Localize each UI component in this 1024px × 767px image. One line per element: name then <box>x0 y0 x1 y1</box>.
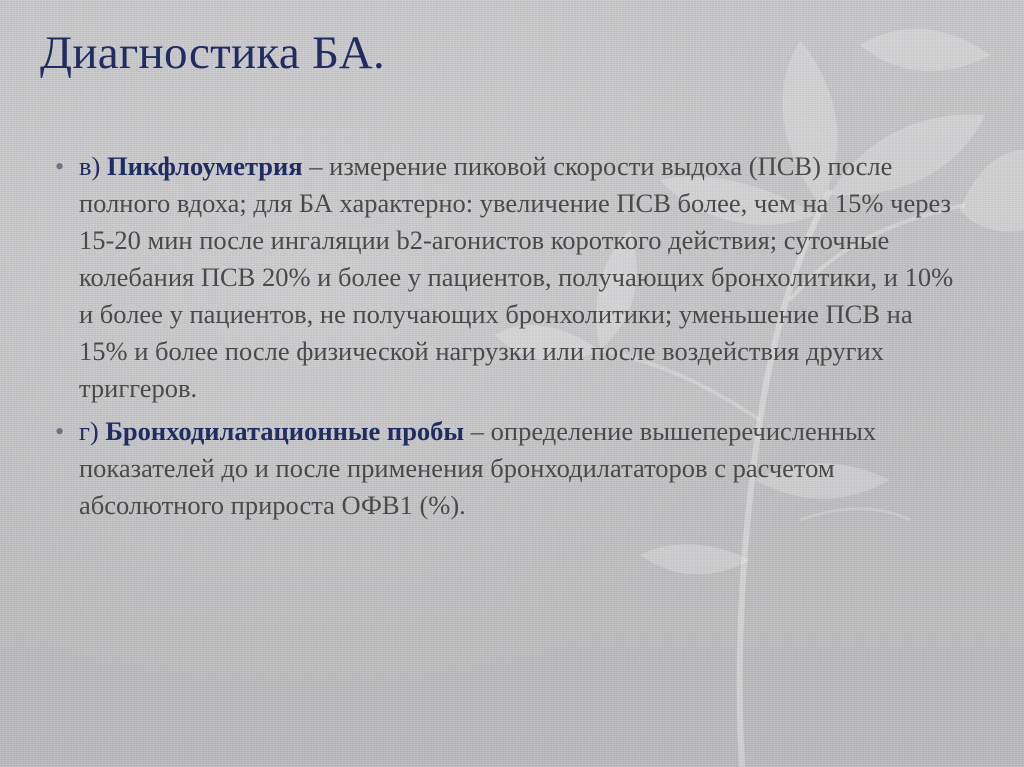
item-description: – измерение пиковой скорости выдоха (ПСВ) после полного вдоха; для БА характерно: увеличение ПСВ более, чем на 15% через 15-20 мин после ингаляции b2-агонистов короткого действия; суточные колебания ПСВ 20% и более у пациентов, получающих бронхолитики, и 10% и более у пациентов, не получающих бронхолитики; уменьшение ПСВ на 15% и более после физической нагрузки или после воздействия других триггеров. <box>79 151 954 403</box>
bullet-list <box>52 148 957 530</box>
item-prefix: г) <box>79 416 99 446</box>
list-item-text <box>79 148 957 407</box>
slide-title: Диагностика БА. <box>40 27 386 79</box>
list-item-text <box>79 413 957 524</box>
item-description: – определение вышеперечисленных показателей до и после применения бронходилататоров с расчетом абсолютного прироста ОФВ1 (%). <box>79 416 877 520</box>
bullet-icon: • <box>55 417 65 446</box>
list-item <box>52 413 957 524</box>
item-term: Бронходилатационные пробы <box>105 416 465 446</box>
item-term: Пикфлоуметрия <box>106 151 303 181</box>
item-prefix: в) <box>79 151 101 181</box>
bullet-icon: • <box>55 152 65 181</box>
list-item <box>52 148 957 407</box>
